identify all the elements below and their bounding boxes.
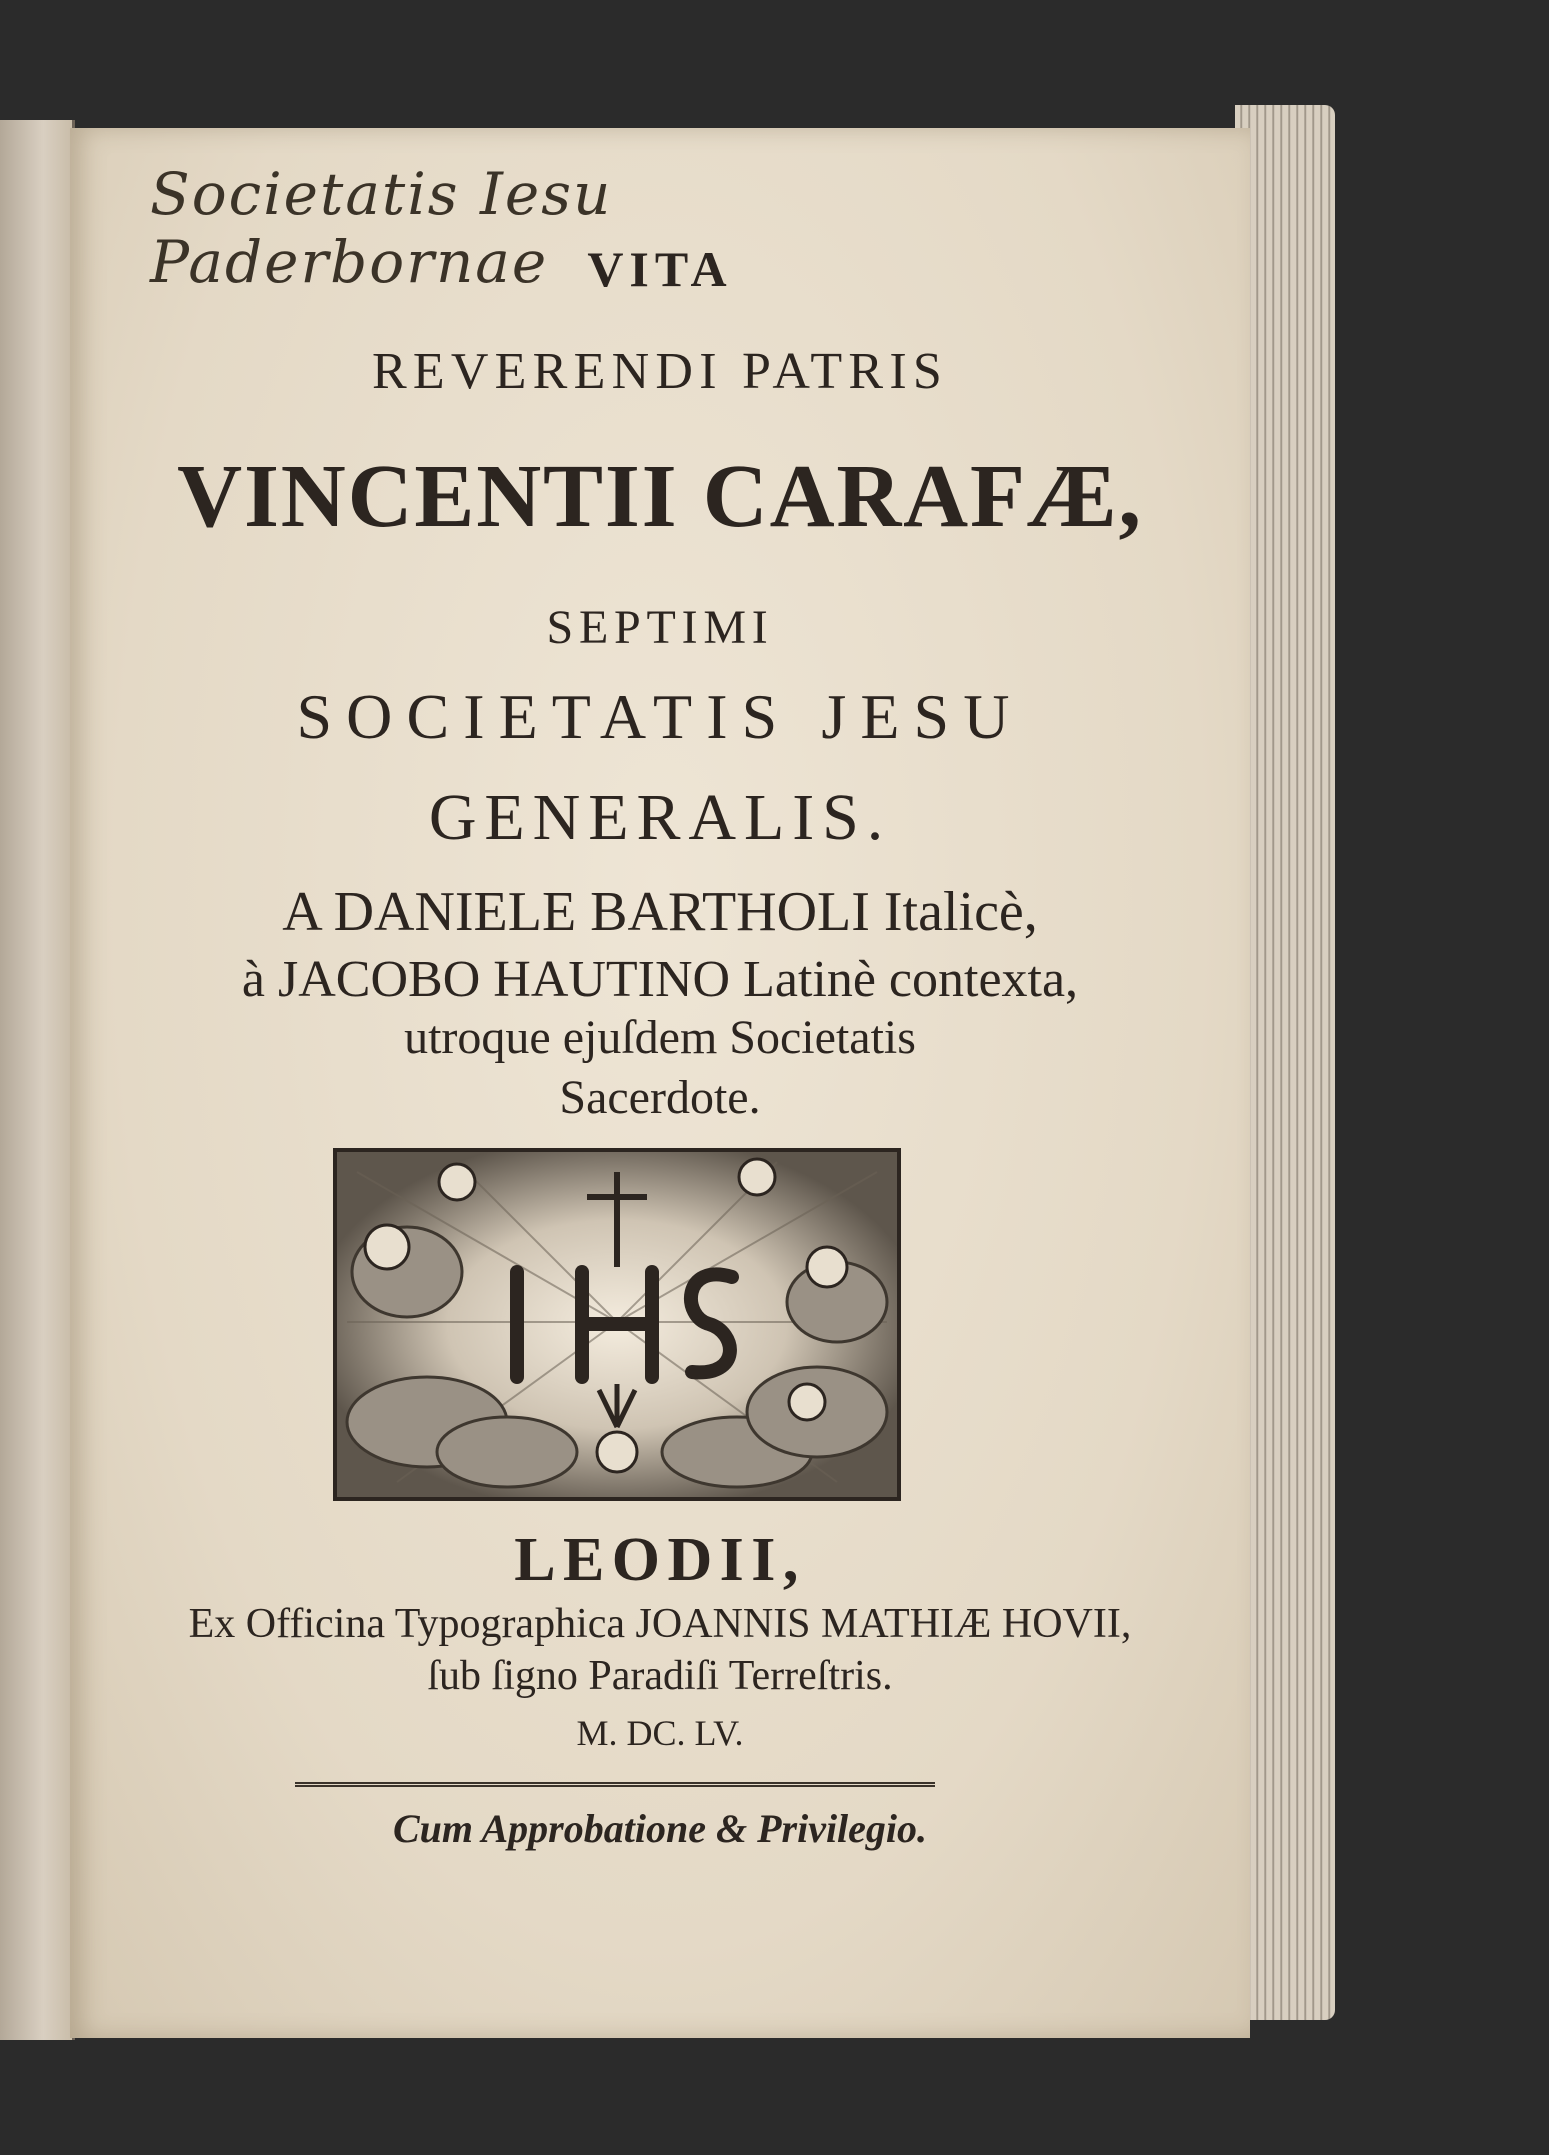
imprint-publisher-line-2: ſub ſigno Paradiſi Terreſtris. bbox=[427, 1653, 893, 1699]
page-block-edges bbox=[1235, 105, 1335, 2020]
imprint-city: LEODII, bbox=[514, 1526, 806, 1594]
privilege-line: Cum Approbatione & Privilegio. bbox=[392, 1806, 928, 1851]
ihs-emblem-icon bbox=[337, 1152, 897, 1497]
title-reverendi-patris: REVERENDI PATRIS bbox=[371, 343, 949, 400]
author-line-2: à JACOBO HAUTINO Latinè contexta, bbox=[241, 951, 1079, 1008]
author-line-1: A DANIELE BARTHOLI Italicè, bbox=[282, 881, 1038, 943]
handwritten-inscription: Societatis Iesu Paderbornae bbox=[150, 160, 613, 296]
ihs-emblem bbox=[333, 1148, 901, 1501]
facing-page-edge bbox=[0, 120, 75, 2040]
imprint-year: M. DC. LV. bbox=[576, 1713, 744, 1753]
title-generalis: GENERALIS. bbox=[428, 781, 892, 854]
ornamental-rule bbox=[295, 1782, 935, 1787]
author-line-3: utroque ejuſdem Societatis bbox=[404, 1011, 916, 1064]
title-septimi: SEPTIMI bbox=[546, 601, 774, 654]
title-societatis-jesu: SOCIETATIS JESU bbox=[296, 681, 1024, 752]
imprint-publisher-line-1: Ex Officina Typographica JOANNIS MATHIÆ HOVII, bbox=[188, 1601, 1132, 1647]
author-line-4: Sacerdote. bbox=[559, 1071, 761, 1124]
title-vita: VITA bbox=[587, 241, 733, 297]
title-name: VINCENTII CARAFÆ, bbox=[177, 447, 1143, 546]
